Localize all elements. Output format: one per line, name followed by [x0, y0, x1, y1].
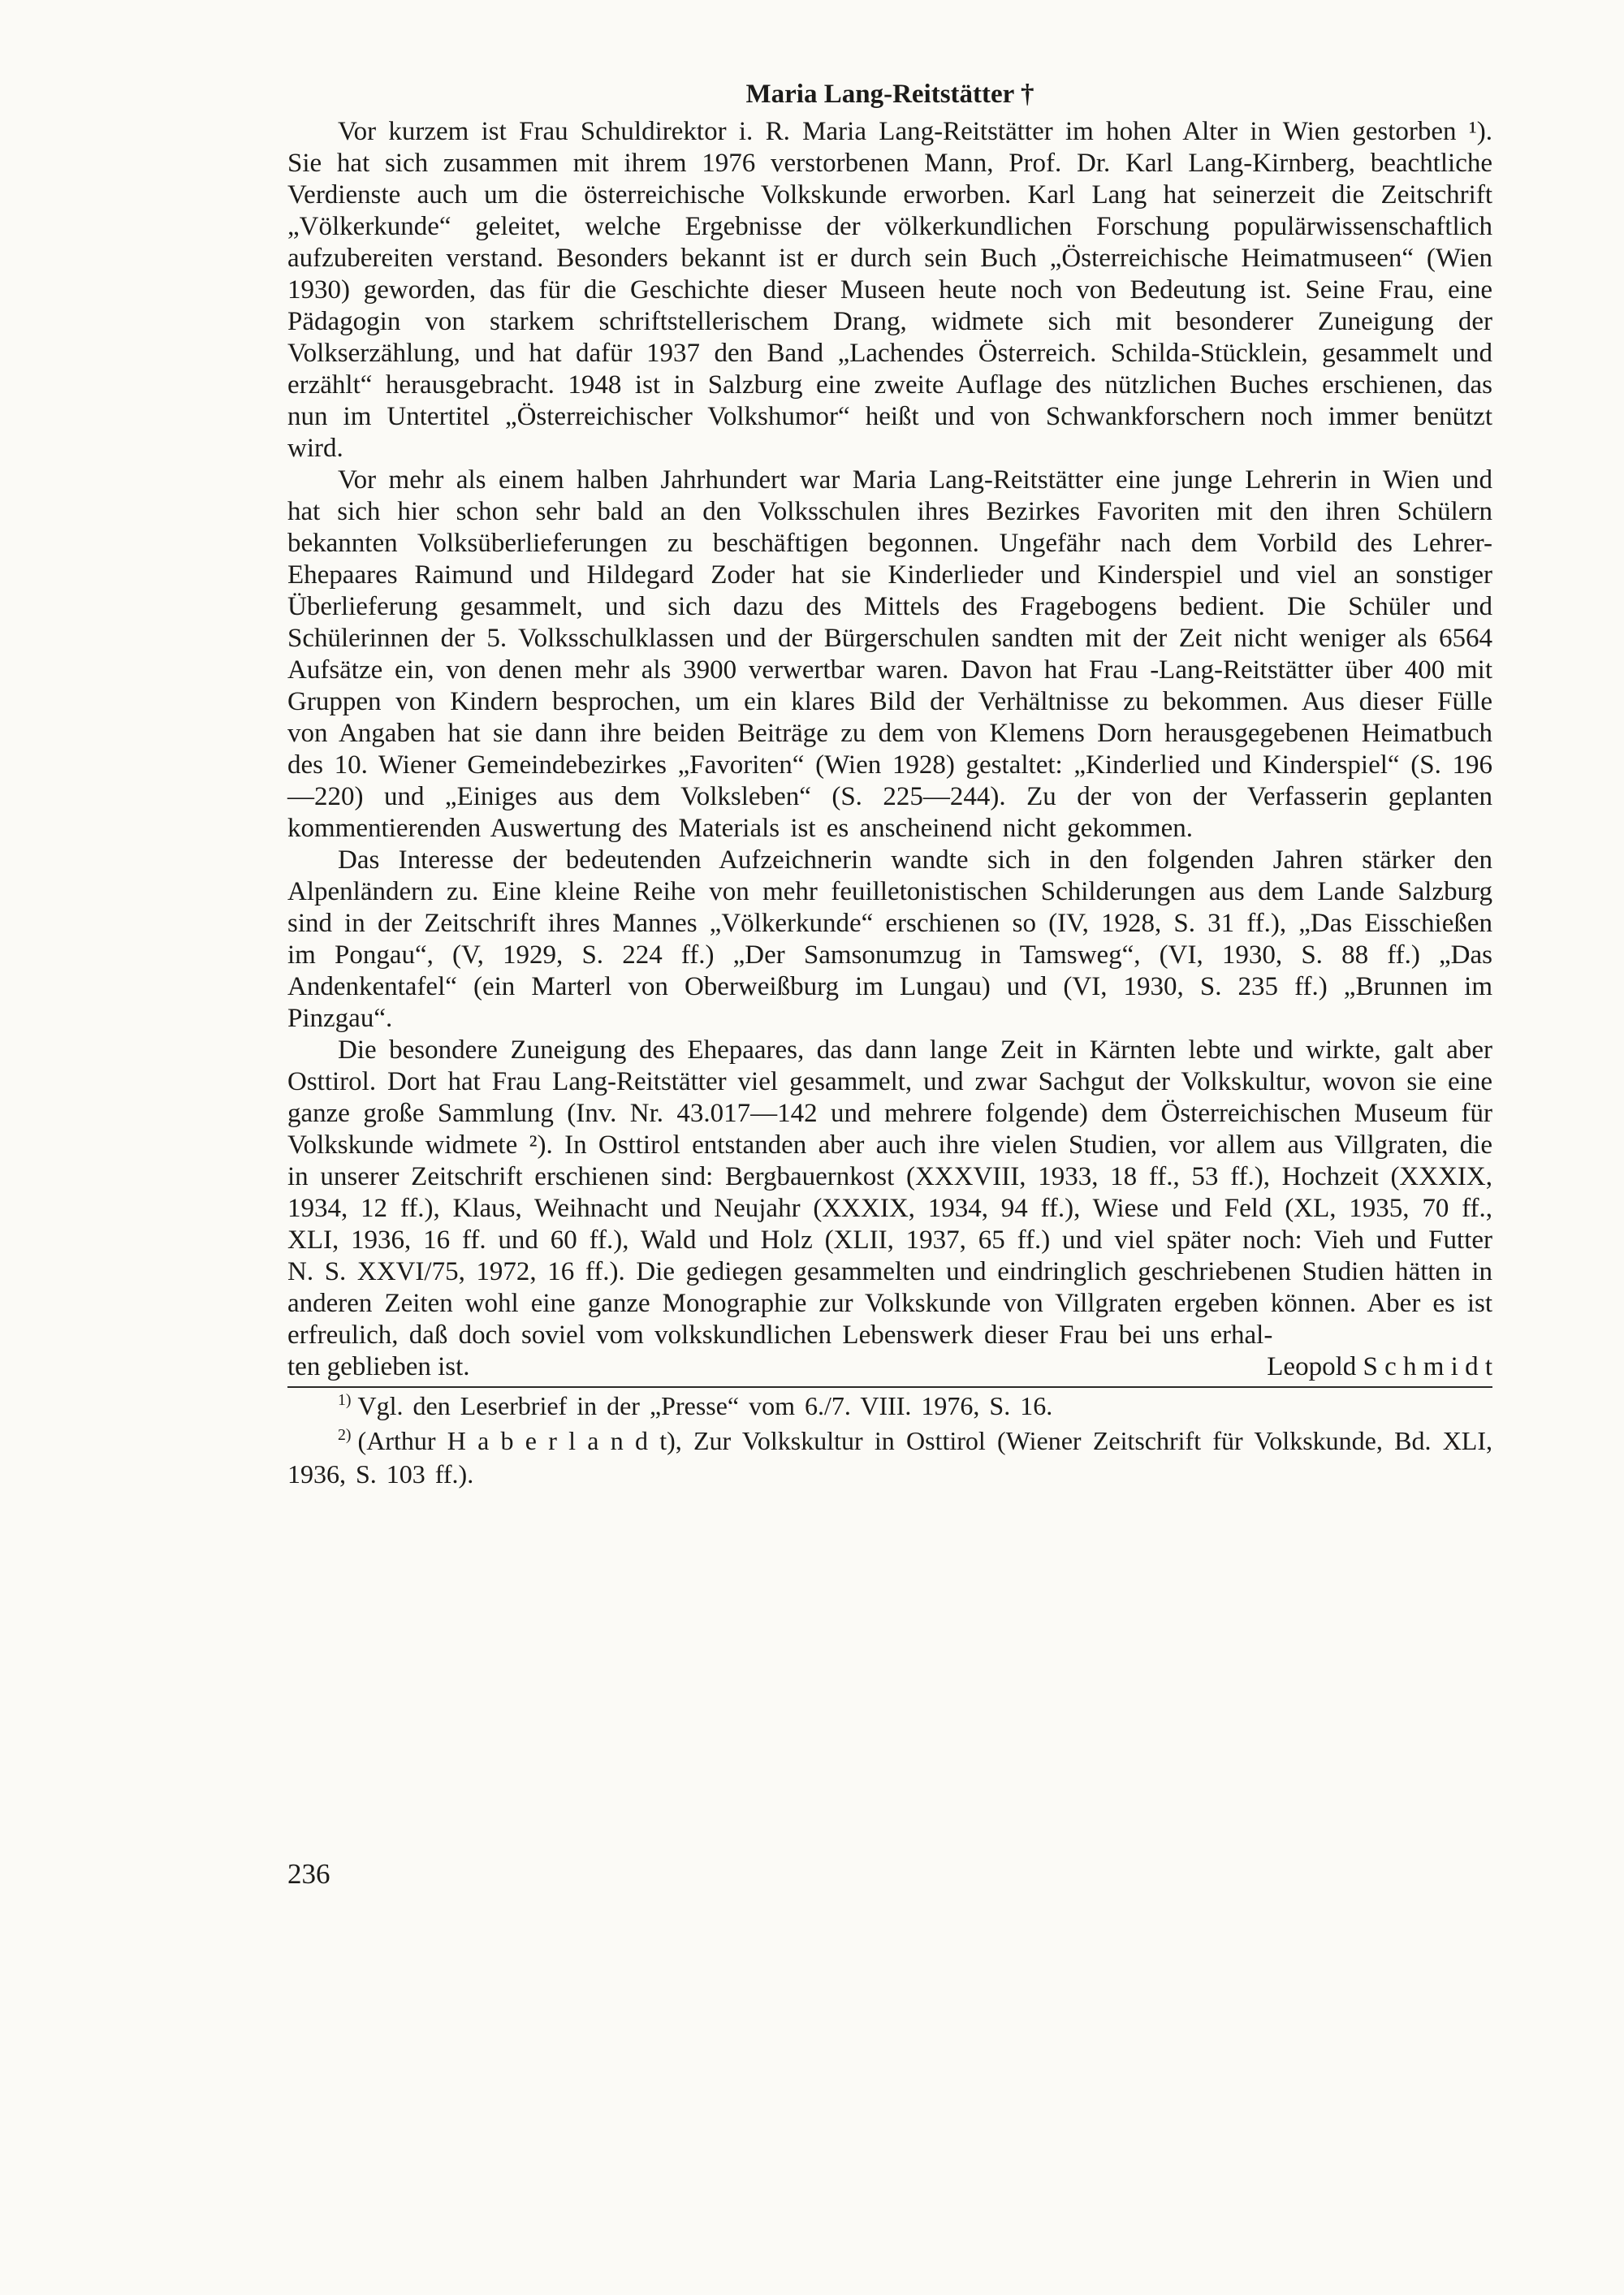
author-signature: Leopold S c h m i d t [1267, 1352, 1492, 1381]
obituary-paragraph-2: Vor mehr als einem halben Jahrhundert war Maria Lang-Reitstätter eine junge Lehrerin in Wien und hat sich hier schon sehr bald an den Volksschulen ihres Bezirkes Favoriten mit den ihren Schülern bekannten Volksüberlieferungen zu beschäftigen begonnen. Ungefähr nach dem Vorbild des Lehrer-Ehepaares Raimund und Hildegard Zoder hat sie Kinderlieder und Kinderspiel und viel an sonstiger Überlieferung gesammelt, und sich dazu des Mittels des Fragebogens bedient. Die Schüler und Schülerinnen der 5. Volksschulklassen und der Bürgerschulen sandten mit der Zeit nicht weniger als 6564 Aufsätze ein, von denen mehr als 3900 verwertbar waren. Davon hat Frau -Lang-Reitstätter über 400 mit Gruppen von Kindern besprochen, um ein klares Bild der Verhältnisse zu bekommen. Aus dieser Fülle von Angaben hat sie dann ihre beiden Beiträge zu dem von Klemens Dorn herausgegebenen Heimatbuch des 10. Wiener Gemeindebezirkes „Favoriten“ (Wien 1928) gestaltet: „Kinderlied und Kinderspiel“ (S. 196—220) und „Einiges aus dem Volksleben“ (S. 225—244). Zu der von der Verfasserin geplanten kommentierenden Auswertung des Materials ist es anscheinend nicht gekommen. [287, 465, 1492, 843]
article-title: Maria Lang-Reitstätter † [745, 80, 1034, 109]
footnote-1 [287, 1390, 1492, 1423]
closing-line-text: ten geblieben ist. [287, 1352, 470, 1381]
footnote-1-text: Vgl. den Leserbrief in der „Presse“ vom 6./7. VIII. 1976, S. 16. [357, 1391, 1053, 1420]
obituary-paragraph-1: Vor kurzem ist Frau Schuldirektor i. R. Maria Lang-Reitstätter im hohen Alter in Wien gestorben ¹). Sie hat sich zusammen mit ihrem 1976 verstorbenen Mann, Prof. Dr. Karl Lang-Kirnberg, beachtliche Verdienste auch um die österreichische Volkskunde erworben. Karl Lang hat seinerzeit die Zeitschrift „Völkerkunde“ geleitet, welche Ergebnisse der völkerkundlichen Forschung populärwissenschaftlich aufzubereiten verstand. Besonders bekannt ist er durch sein Buch „Österreichische Heimatmuseen“ (Wien 1930) geworden, das für die Geschichte dieser Museen heute noch von Bedeutung ist. Seine Frau, eine Pädagogin von starkem schriftstellerischem Drang, widmete sich mit besonderer Zuneigung der Volkserzählung, und hat dafür 1937 den Band „Lachendes Österreich. Schilda-Stücklein, gesammelt und erzählt“ herausgebracht. 1948 ist in Salzburg eine zweite Auflage des nützlichen Buches erschienen, das nun im Untertitel „Österreichischer Volkshumor“ heißt und von Schwankforschern noch immer benützt wird. [287, 117, 1492, 463]
page-number: 236 [287, 1858, 330, 1890]
footnote-1-marker: 1) [338, 1391, 352, 1410]
footnote-2 [287, 1424, 1492, 1491]
article-body [287, 77, 1492, 1491]
obituary-paragraph-3: Das Interesse der bedeutenden Aufzeichnerin wandte sich in den folgenden Jahren stärker den Alpenländern zu. Eine kleine Reihe von mehr feuilletonistischen Schilderungen aus dem Lande Salzburg sind in der Zeitschrift ihres Mannes „Völkerkunde“ erschienen so (IV, 1928, S. 31 ff.), „Das Eisschießen im Pongau“, (V, 1929, S. 224 ff.) „Der Samsonumzug in Tamsweg“, (VI, 1930, S. 88 ff.) „Das Andenkentafel“ (ein Marterl von Oberweißburg im Lungau) und (VI, 1930, S. 235 ff.) „Brunnen im Pinzgau“. [287, 845, 1492, 1033]
footnote-separator-rule [287, 1386, 1492, 1388]
footnote-2-text: (Arthur H a b e r l a n d t), Zur Volkskultur in Osttirol (Wiener Zeitschrift für Volkskunde, Bd. XLI, 1936, S. 103 ff.). [287, 1426, 1492, 1489]
footnote-2-marker: 2) [338, 1426, 352, 1445]
closing-line [287, 1351, 1492, 1383]
obituary-paragraph-4: Die besondere Zuneigung des Ehepaares, das dann lange Zeit in Kärnten lebte und wirkte, galt aber Osttirol. Dort hat Frau Lang-Reitstätter viel gesammelt, und zwar Sachgut der Volkskultur, wovon sie eine ganze große Sammlung (Inv. Nr. 43.017—142 und mehrere folgende) dem Österreichischen Museum für Volkskunde widmete ²). In Osttirol entstanden aber auch ihre vielen Studien, vor allem aus Villgraten, die in unserer Zeitschrift erschienen sind: Bergbauernkost (XXXVIII, 1933, 18 ff., 53 ff.), Hochzeit (XXXIX, 1934, 12 ff.), Klaus, Weihnacht und Neujahr (XXXIX, 1934, 94 ff.), Wiese und Feld (XL, 1935, 70 ff., XLI, 1936, 16 ff. und 60 ff.), Wald und Holz (XLII, 1937, 65 ff.) und viel später noch: Vieh und Futter N. S. XXVI/75, 1972, 16 ff.). Die gediegen gesammelten und eindringlich geschriebenen Studien hätten in anderen Zeiten wohl eine ganze Monographie zur Volkskunde von Villgraten ergeben können. Aber es ist erfreulich, daß doch soviel vom volkskundlichen Lebenswerk dieser Frau bei uns erhal- [287, 1035, 1492, 1350]
